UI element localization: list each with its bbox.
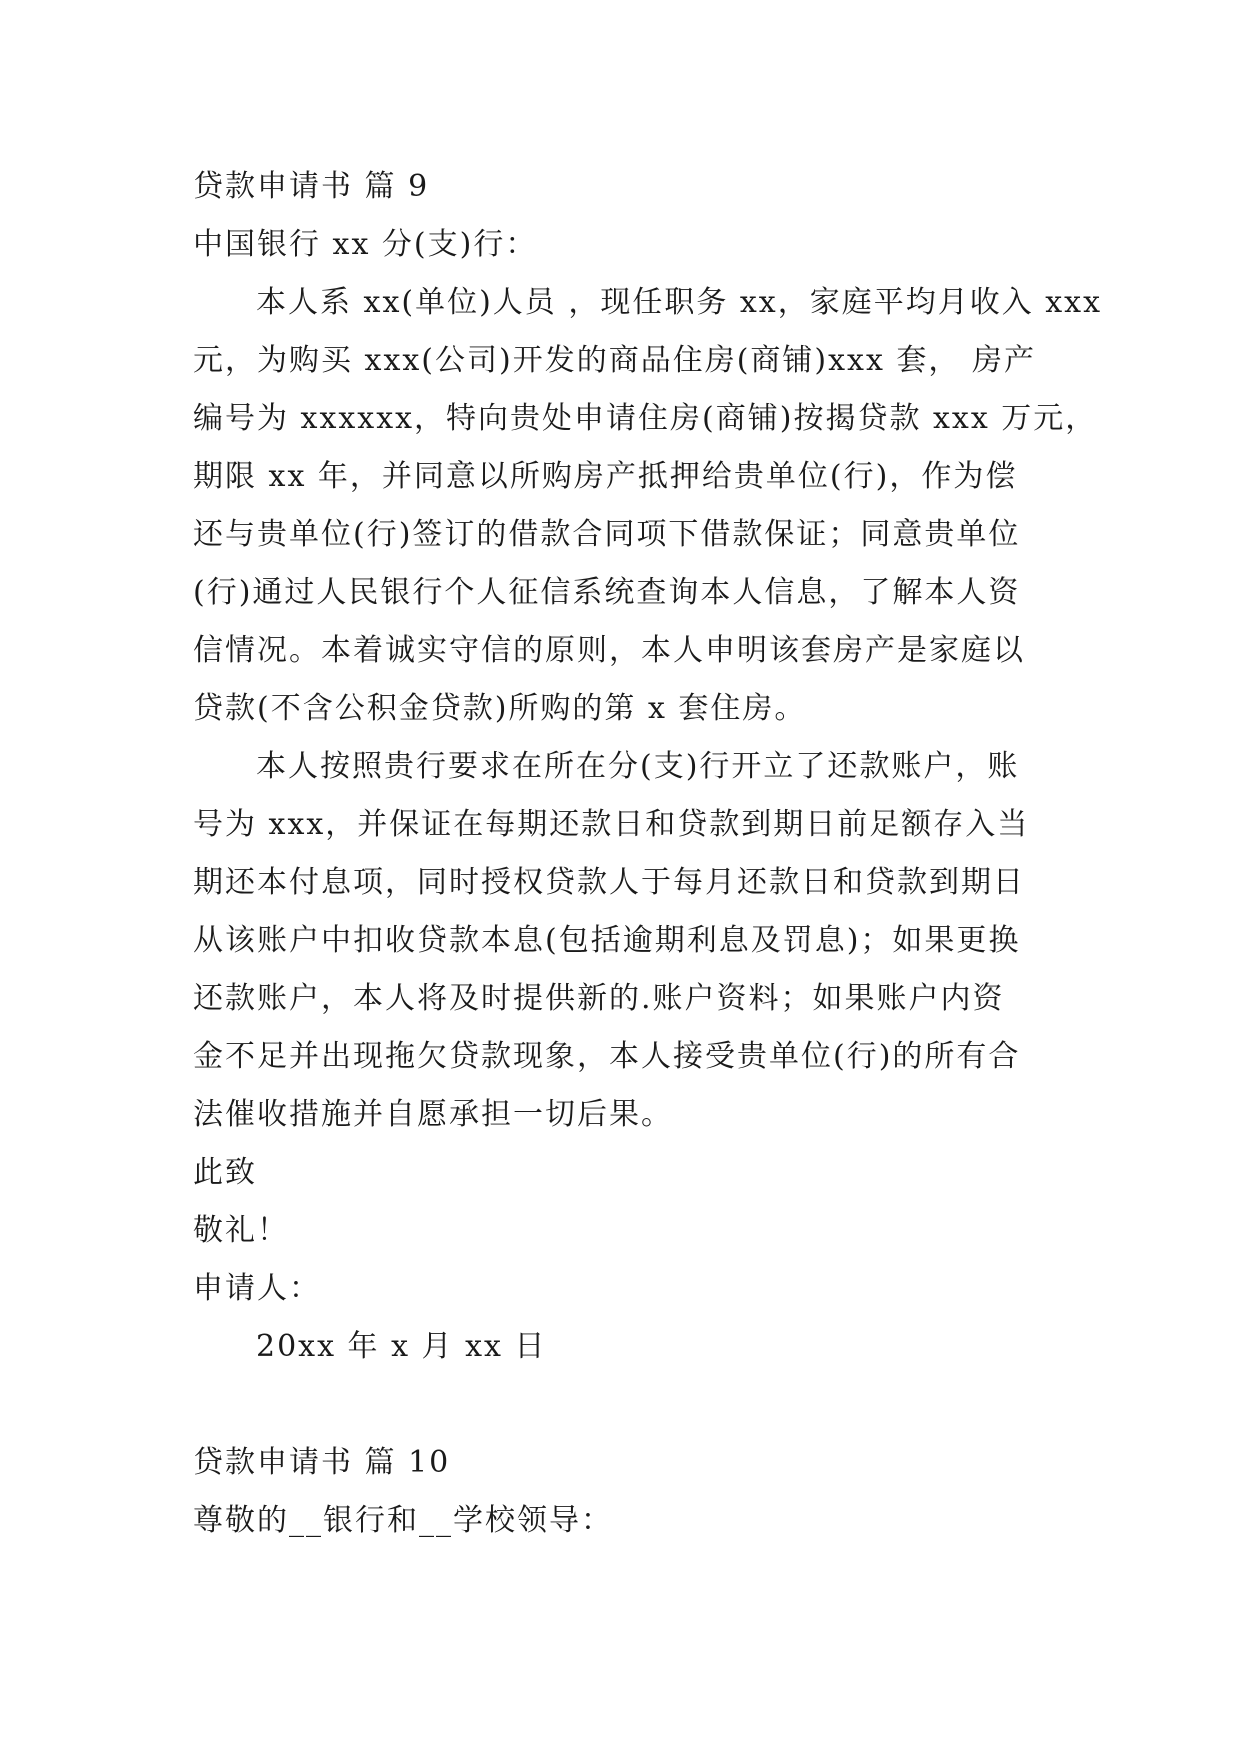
paragraph-line: 期还本付息项，同时授权贷款人于每月还款日和贷款到期日 (193, 865, 1025, 900)
closing-salute: 敬礼！ (193, 1213, 289, 1248)
paragraph-line: 期限 xx 年，并同意以所购房产抵押给贵单位(行)，作为偿 (193, 459, 1018, 494)
section9-salutation: 中国银行 xx 分(支)行： (193, 227, 538, 262)
paragraph-line: 编号为 xxxxxx，特向贵处申请住房(商铺)按揭贷款 xxx 万元， (193, 401, 1098, 436)
section9-heading: 贷款申请书 篇 9 (193, 169, 430, 204)
paragraph-line: 本人系 xx(单位)人员 ，现任职务 xx，家庭平均月收入 xxx (256, 285, 1102, 320)
signature-date: 20xx 年 x 月 xx 日 (256, 1329, 547, 1364)
document-page (193, 158, 1102, 1550)
section9-paragraph2 (193, 738, 1063, 1144)
paragraph-line: 信情况。本着诚实守信的原则，本人申明该套房产是家庭以 (193, 633, 1025, 668)
section10-salutation: 尊敬的__银行和__学校领导： (193, 1503, 613, 1538)
section-spacer (193, 1376, 1063, 1434)
paragraph-line: 从该账户中扣收贷款本息(包括逾期利息及罚息)；如果更换 (193, 923, 1021, 958)
applicant-label: 申请人： (193, 1271, 321, 1306)
paragraph-line: 号为 xxx，并保证在每期还款日和贷款到期日前足额存入当 (193, 807, 1030, 842)
closing-respectfully: 此致 (193, 1155, 257, 1190)
paragraph-line: 金不足并出现拖欠贷款现象，本人接受贵单位(行)的所有合 (193, 1039, 1021, 1074)
paragraph-line: (行)通过人民银行个人征信系统查询本人信息，了解本人资 (193, 575, 1021, 610)
paragraph-line: 元，为购买 xxx(公司)开发的商品住房(商铺)xxx 套， 房产 (193, 343, 1036, 378)
paragraph-line: 本人按照贵行要求在所在分(支)行开立了还款账户，账 (256, 749, 1020, 784)
paragraph-line: 还与贵单位(行)签订的借款合同项下借款保证；同意贵单位 (193, 517, 1021, 552)
section9-paragraph1 (193, 274, 1102, 738)
section10-heading: 贷款申请书 篇 10 (193, 1445, 451, 1480)
paragraph-line: 法催收措施并自愿承担一切后果。 (193, 1097, 673, 1132)
paragraph-line: 贷款(不含公积金贷款)所购的第 x 套住房。 (193, 691, 807, 726)
paragraph-line: 还款账户，本人将及时提供新的.账户资料；如果账户内资 (193, 981, 1005, 1016)
